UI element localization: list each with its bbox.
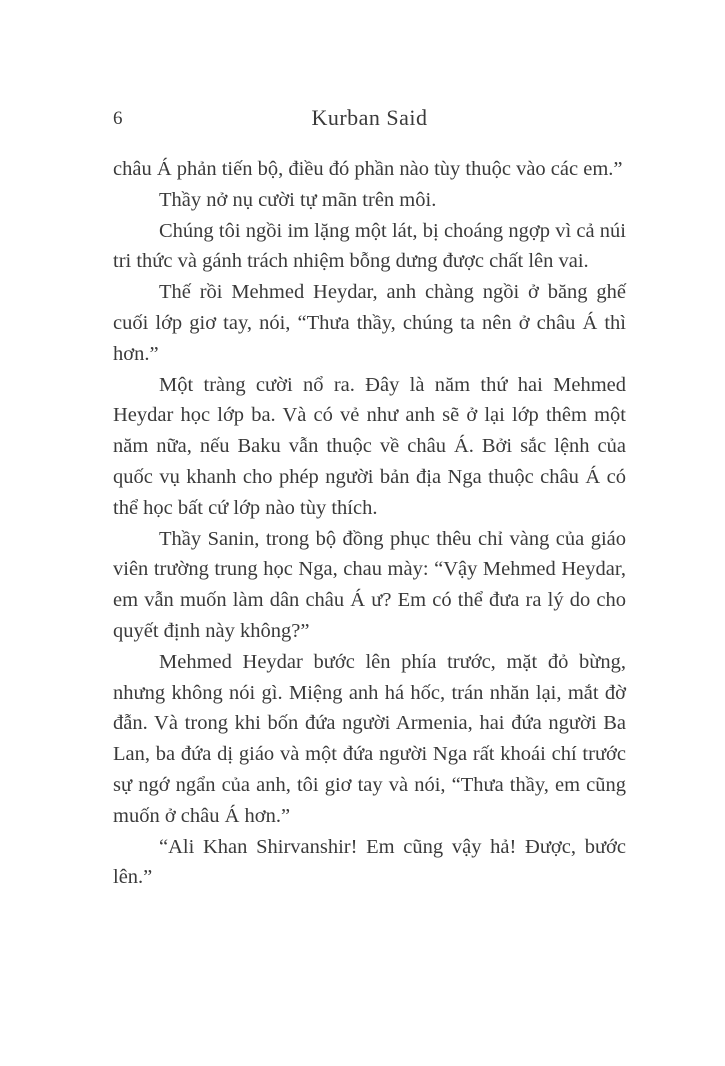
paragraph: Thầy Sanin, trong bộ đồng phục thêu chỉ vàng của giáo viên trường trung học Nga, chau mày: “Vậy Mehmed Heydar, em vẫn muốn làm dân châu Á ư? Em có thể đưa ra lý do cho quyết định này không?” [113, 527, 626, 642]
paragraph: Thầy nở nụ cười tự mãn trên môi. [159, 188, 437, 211]
paragraph: Chúng tôi ngồi im lặng một lát, bị choáng ngợp vì cả núi tri thức và gánh trách nhiệm bỗng dưng được chất lên vai. [113, 219, 626, 273]
paragraph: “Ali Khan Shirvanshir! Em cũng vậy hả! Được, bước lên.” [113, 835, 626, 889]
paragraph: châu Á phản tiến bộ, điều đó phần nào tùy thuộc vào các em.” [113, 158, 623, 180]
running-head: Kurban Said [311, 105, 428, 130]
page-header [113, 105, 626, 131]
paragraph: Mehmed Heydar bước lên phía trước, mặt đỏ bừng, nhưng không nói gì. Miệng anh há hốc, trán nhăn lại, mắt đờ đẫn. Và trong khi bốn đứa người Armenia, hai đứa người Ba Lan, ba đứa dị giáo và một đứa người Nga rất khoái chí trước sự ngớ ngẩn của anh, tôi giơ tay và nói, “Thưa thầy, em cũng muốn ở châu Á hơn.” [113, 650, 626, 827]
paragraph: Thế rồi Mehmed Heydar, anh chàng ngồi ở băng ghế cuối lớp giơ tay, nói, “Thưa thầy, chúng ta nên ở châu Á thì hơn.” [113, 281, 626, 365]
page-number: 6 [113, 108, 123, 129]
body-text [113, 154, 626, 893]
paragraph: Một tràng cười nổ ra. Đây là năm thứ hai Mehmed Heydar học lớp ba. Và có vẻ như anh sẽ ở lại lớp thêm một năm nữa, nếu Baku vẫn thuộc về châu Á. Bởi sắc lệnh của quốc vụ khanh cho phép người bản địa Nga thuộc châu Á có thể học bất cứ lớp nào tùy thích. [113, 373, 626, 519]
